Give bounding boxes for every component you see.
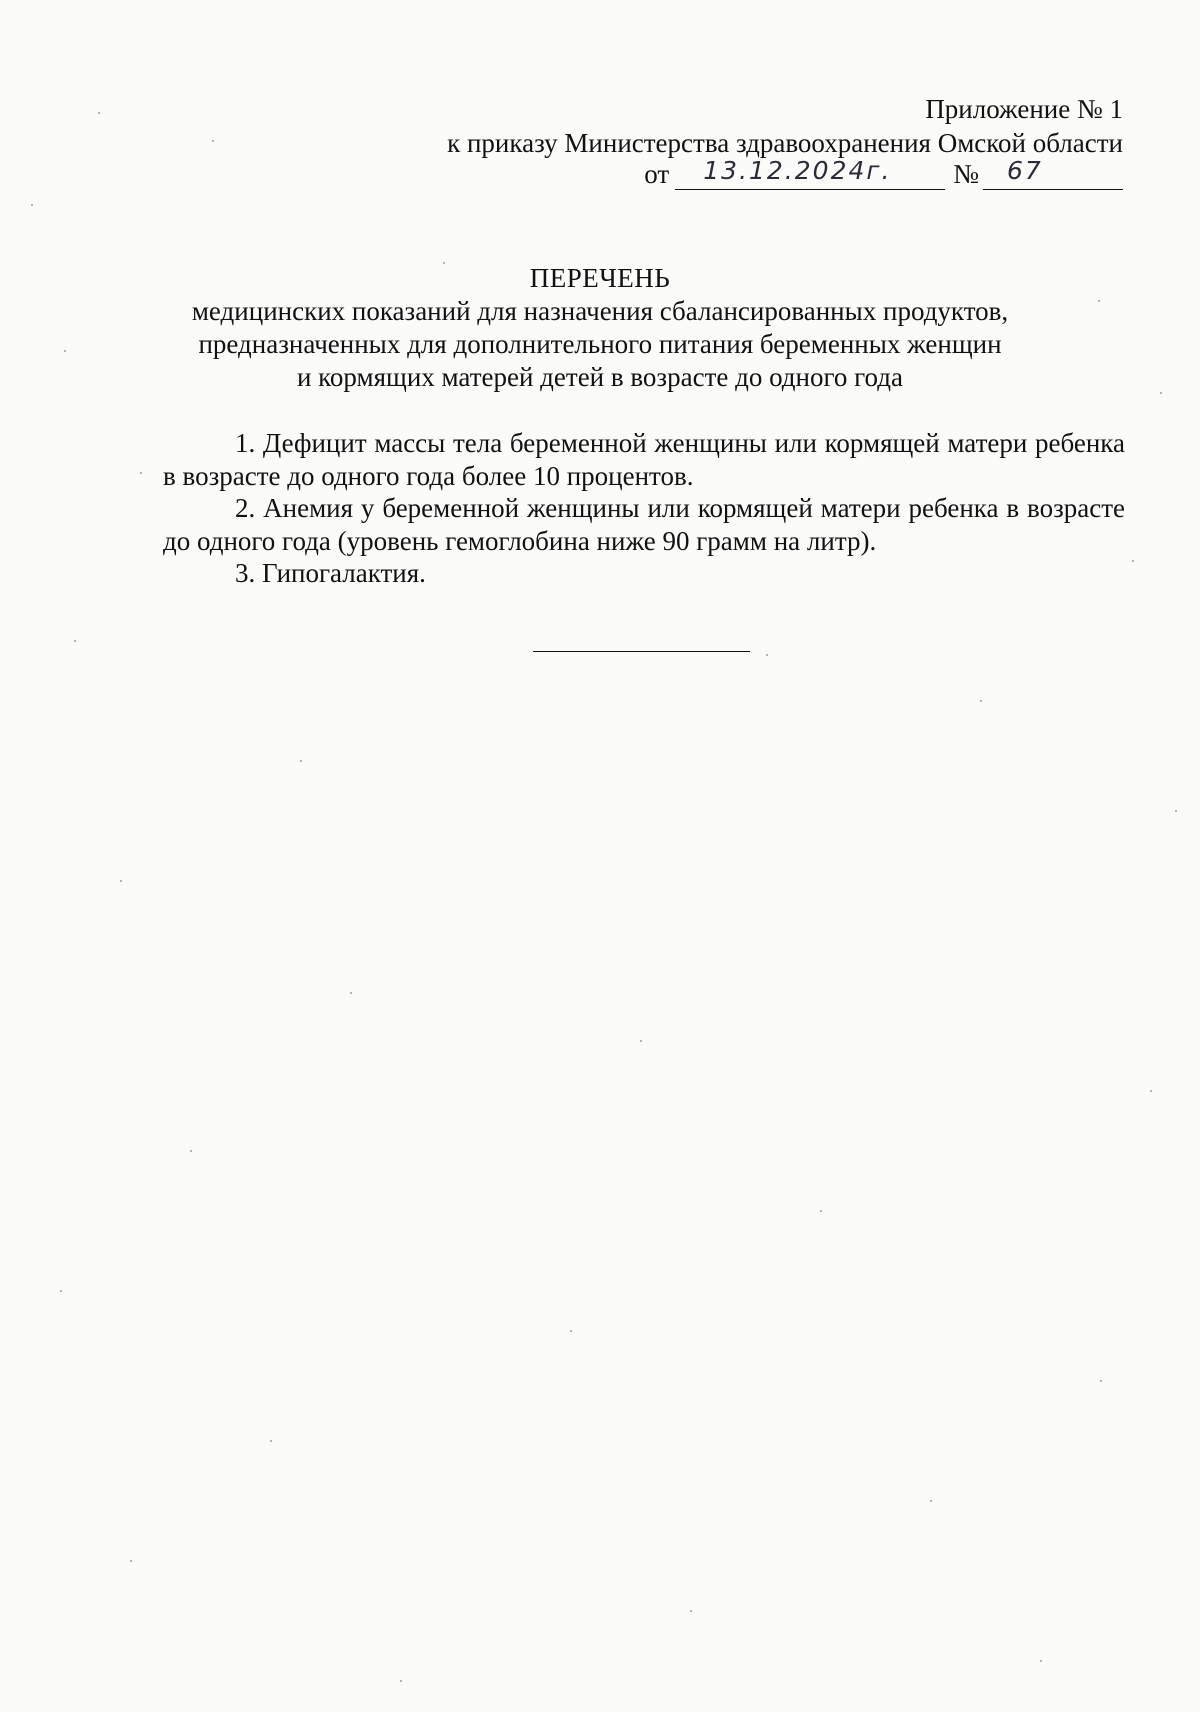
date-prefix: от [644,159,670,189]
date-field [675,156,945,190]
number-field [983,156,1123,190]
title-line-1: медицинских показаний для назначения сбалансированных продуктов, [191,296,1009,326]
indications-list [163,427,1125,590]
title-line-2: предназначенных для дополнительного питания беременных женщин [198,329,1002,359]
appendix-label: Приложение № 1 [925,94,1123,124]
order-date-number-line [644,158,1123,190]
order-reference: к приказу Министерства здравоохранения Омской области [447,128,1123,158]
title-line-3: и кормящих матерей детей в возрасте до одного года [296,362,903,392]
list-item: 1. Дефицит массы тела беременной женщины или кормящей матери ребенка в возрасте до одного года более 10 процентов. [163,428,1125,491]
document-title-block [0,262,1200,394]
list-item: 2. Анемия у беременной женщины или кормящей матери ребенка в возрасте до одного года (уровень гемоглобина ниже 90 грамм на литр). [163,493,1125,556]
handwritten-number: 67 [1007,156,1043,185]
end-divider [533,651,750,652]
handwritten-date: 13.12.2024г. [703,156,892,185]
list-item: 3. Гипогалактия. [235,558,426,588]
number-prefix: № [953,159,979,189]
document-title: ПЕРЕЧЕНЬ [529,263,671,293]
